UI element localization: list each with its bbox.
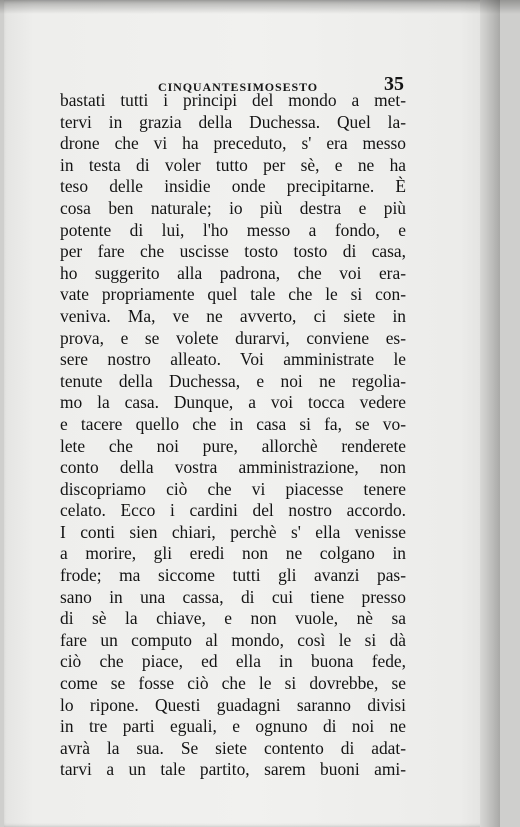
text-line: come se fosse ciò che le si dovrebbe, se xyxy=(60,673,406,694)
text-line: avrà la sua. Se siete contento di adat- xyxy=(60,737,406,758)
text-line: I conti sien chiari, perchè s' ella venisse xyxy=(60,521,406,542)
text-line: vate propriamente quel tale che le si con- xyxy=(60,284,406,305)
page-number: 35 xyxy=(384,73,404,95)
text-line: fare un computo al mondo, così le si dà xyxy=(60,629,406,650)
page-edge xyxy=(480,0,500,827)
body-text xyxy=(60,90,406,781)
text-line: tenute della Duchessa, e noi ne regolia- xyxy=(60,370,406,391)
text-line: mo la casa. Dunque, a voi tocca vedere xyxy=(60,392,406,413)
text-line: in testa di voler tutto per sè, e ne ha xyxy=(60,154,406,175)
text-line: prova, e se volete durarvi, conviene es- xyxy=(60,327,406,348)
running-head: CINQUANTESIMOSESTO xyxy=(158,80,319,94)
text-line: sere nostro alleato. Voi amministrate le xyxy=(60,349,406,370)
text-line: discopriamo ciò che vi piacesse tenere xyxy=(60,478,406,499)
text-line: per fare che uscisse tosto tosto di casa, xyxy=(60,241,406,262)
text-line: ho suggerito alla padrona, che voi era- xyxy=(60,262,406,283)
text-line: tarvi a un tale partito, sarem buoni ami- xyxy=(60,759,406,780)
text-line: cosa ben naturale; io più destra e più xyxy=(60,197,406,218)
text-line: bastati tutti i principi del mondo a met- xyxy=(60,90,406,110)
text-line: e tacere quello che in casa si fa, se vo- xyxy=(60,413,406,434)
text-line: a morire, gli eredi non ne colgano in xyxy=(60,543,406,564)
text-line: teso delle insidie onde precipitarne. È xyxy=(60,176,406,197)
text-line: frode; ma siccome tutti gli avanzi pas- xyxy=(60,565,406,586)
text-line: ciò che piace, ed ella in buona fede, xyxy=(60,651,406,672)
text-line: potente di lui, l'ho messo a fondo, e xyxy=(60,219,406,240)
text-line: veniva. Ma, ve ne avverto, ci siete in xyxy=(60,305,406,326)
text-line: in tre parti eguali, e ognuno di noi ne xyxy=(60,716,406,737)
text-line: conto della vostra amministrazione, non xyxy=(60,457,406,478)
text-line: celato. Ecco i cardini del nostro accordo. xyxy=(60,500,406,521)
scan-shadow xyxy=(0,0,520,14)
text-line: lo ripone. Questi guadagni saranno divisi xyxy=(60,694,406,715)
text-line: tervi in grazia della Duchessa. Quel la- xyxy=(60,111,406,132)
text-line: di sè la chiave, e non vuole, nè sa xyxy=(60,608,406,629)
text-line: lete che noi pure, allorchè renderete xyxy=(60,435,406,456)
text-line: sano in una cassa, di cui tiene presso xyxy=(60,586,406,607)
text-line: drone che vi ha preceduto, s' era messo xyxy=(60,133,406,154)
